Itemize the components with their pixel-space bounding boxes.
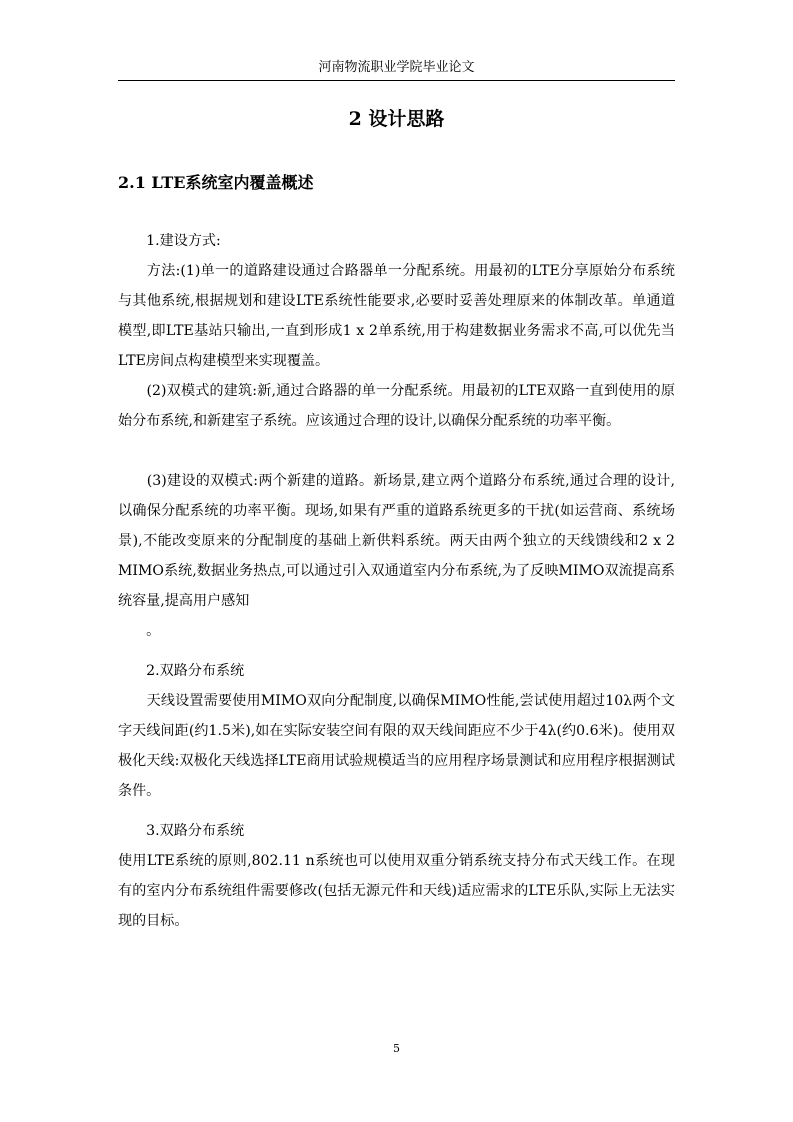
paragraph-antenna-setup: 天线设置需要使用MIMO双向分配制度,以确保MIMO性能,尝试使用超过10λ两个文字天线间距(约1.5米),如在实际安装空间有限的双天线间距应不少于4λ(约0.6米)。使用双极化天线:双极化天线选择LTE商用试验规模适当的应用程序场景测试和应用程序根据测试条件。 [118,693,675,799]
section-title: 2.1 LTE系统室内覆盖概述 [118,173,314,192]
running-header: 河南物流职业学院毕业论文 [318,60,475,75]
paragraph-period: 。 [118,623,161,639]
page-number: 5 [393,1042,400,1055]
paragraph-dual-path-heading-2: 3.双路分布系统 [118,823,245,839]
paragraph-lte-principle: 使用LTE系统的原则,802.11 n系统也可以使用双重分销系统支持分布式天线工作。在现有的室内分布系统组件需要修改(包括无源元件和天线)适应需求的LTE乐队,实际上无法实现的目标。 [118,853,675,929]
paragraph-method-2: (2)双模式的建筑:新,通过合路器的单一分配系统。用最初的LTE双路一直到使用的原始分布系统,和新建室子系统。应该通过合理的设计,以确保分配系统的功率平衡。 [118,383,675,429]
paragraph-method-3: (3)建设的双模式:两个新建的道路。新场景,建立两个道路分布系统,通过合理的设计,以确保分配系统的功率平衡。现场,如果有严重的道路系统更多的干扰(如运营商、系统场景),不能改变原来的分配制度的基础上新供料系统。两天由两个独立的天线馈线和2 x 2 MIMO系统,数据业务热点,可以通过引入双通道室内分布系统,为了反映MIMO双流提高系统容量,提高用户感知 [118,473,675,609]
chapter-title: 2 设计思路 [348,108,445,130]
paragraph-dual-path-heading-1: 2.双路分布系统 [118,663,245,679]
paragraph-build-method-heading: 1.建设方式: [118,233,221,249]
paragraph-method-1: 方法:(1)单一的道路建设通过合路器单一分配系统。用最初的LTE分享原始分布系统与其他系统,根据规划和建设LTE系统性能要求,必要时妥善处理原来的体制改革。单通道模型,即LTE基站只输出,一直到形成1 x 2单系统,用于构建数据业务需求不高,可以优先当LTE房间点构建模型来实现覆盖。 [118,263,675,369]
header-rule [118,80,675,81]
